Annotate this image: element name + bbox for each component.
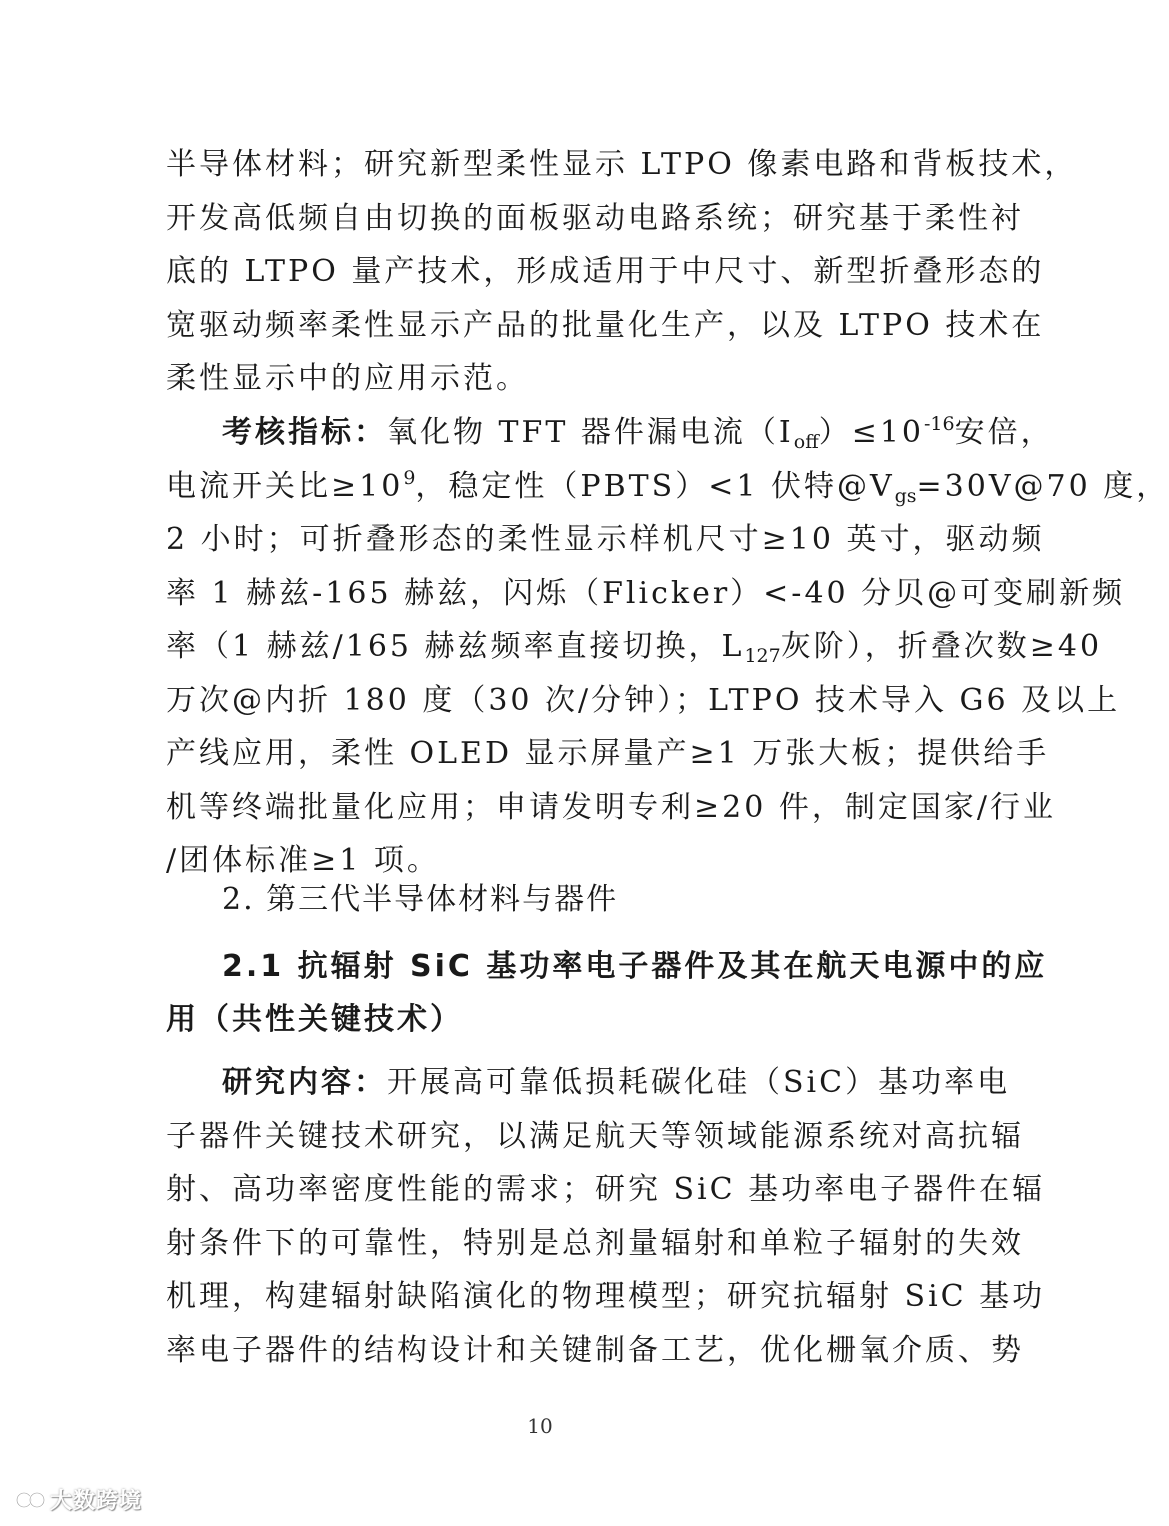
text-run: 开展高可靠低损耗碳化硅（SiC）基功率电 [387,1065,1011,1100]
subscript: 127 [744,645,781,667]
text-run: =30V@70 度， [916,468,1169,504]
page-number: 10 [527,1414,553,1438]
subscript: gs [894,484,917,507]
watermark-text: 大数跨境 [50,1489,143,1514]
text-run: 氧化物 TFT 器件漏电流（I [387,415,794,450]
section-heading: 2. 第三代半导体材料与器件 [222,882,619,917]
text-line [166,1056,1011,1110]
text-line: 开发高低频自由切换的面板驱动电路系统；研究基于柔性衬 [166,200,1024,236]
text-run: 电流开关比≥10 [166,468,404,504]
section-label: 考核指标： [222,415,387,450]
text-line: /团体标准≥1 项。 [166,843,440,878]
text-run: ）≤10 [818,415,925,450]
text-line: 率电子器件的结构设计和关键制备工艺，优化栅氧介质、势 [166,1332,1024,1368]
superscript: -16 [924,413,955,435]
heading-line: 2.1 抗辐射 SiC 基功率电子器件及其在航天电源中的应 [222,949,1048,984]
heading-line: 用（共性关键技术） [166,1002,463,1037]
text-line [166,620,1103,674]
text-line: 射条件下的可靠性，特别是总剂量辐射和单粒子辐射的失效 [166,1225,1024,1261]
subscript: off [793,431,819,453]
paragraph-research-content-continued [166,138,1078,406]
text-line: 柔性显示中的应用示范。 [166,361,529,396]
text-line: 底的 LTPO 量产技术，形成适用于中尺寸、新型折叠形态的 [166,254,1045,289]
text-line: 宽驱动频率柔性显示产品的批量化生产，以及 LTPO 技术在 [166,307,1045,343]
text-run: 率（1 赫兹/165 赫兹频率直接切换，L [166,629,745,664]
text-run: 安倍， [954,415,1054,450]
subsection-heading [166,940,1048,1046]
text-line: 万次@内折 180 度（30 次/分钟）；LTPO 技术导入 G6 及以上 [166,682,1121,718]
paragraph-assessment-indicators [166,406,1169,888]
brand-logo-icon [16,1489,46,1511]
text-line: 2 小时；可折叠形态的柔性显示样机尺寸≥10 英寸，驱动频 [166,522,1045,557]
text-line: 子器件关键技术研究，以满足航天等领域能源系统对高抗辐 [166,1118,1024,1154]
text-run: 灰阶），折叠次数≥40 [780,629,1103,664]
text-line: 射、高功率密度性能的需求；研究 SiC 基功率电子器件在辐 [166,1172,1046,1207]
section-label: 研究内容： [222,1065,387,1100]
paragraph-research-content [166,1056,1046,1377]
text-line: 机等终端批量化应用；申请发明专利≥20 件，制定国家/行业 [166,789,1056,825]
text-line: 产线应用，柔性 OLED 显示屏量产≥1 万张大板；提供给手 [166,736,1050,771]
superscript: 9 [403,466,416,489]
text-line [166,406,1054,460]
text-line: 率 1 赫兹-165 赫兹，闪烁（Flicker）<-40 分贝@可变刷新频 [166,575,1126,611]
text-run: ，稳定性（PBTS）<1 伏特@V [415,468,895,504]
text-line: 半导体材料；研究新型柔性显示 LTPO 像素电路和背板技术， [166,147,1078,182]
text-line: 机理，构建辐射缺陷演化的物理模型；研究抗辐射 SiC 基功 [166,1279,1046,1314]
text-line [166,460,1169,514]
watermark [16,1484,142,1515]
